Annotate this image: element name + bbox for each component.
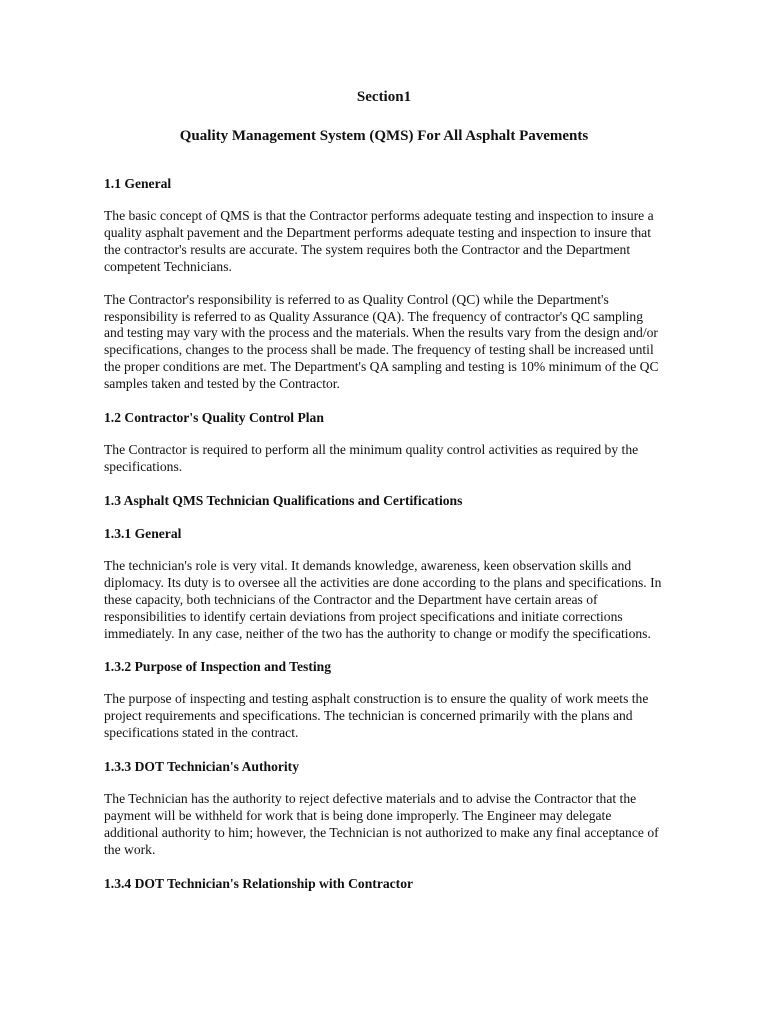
paragraph-1-1-b: The Contractor's responsibility is referred to as Quality Control (QC) while the Department's responsibility is referred to as Quality Assurance (QA). The frequency of contractor's QC sampling and testing may vary with the process and the materials. When the results vary from the design and/or specifications, changes to the process shall be made. The frequency of testing shall be increased until the proper conditions are met. The Department's QA sampling and testing is 10% minimum of the QC samples taken and tested by the Contractor. bbox=[104, 291, 659, 392]
heading-1-2: 1.2 Contractor's Quality Control Plan bbox=[104, 410, 324, 426]
heading-1-3-1: 1.3.1 General bbox=[104, 525, 182, 541]
spacer bbox=[104, 276, 664, 292]
paragraph-1-3-3: The Technician has the authority to reject defective materials and to advise the Contractor that the payment will be withheld for work that is being done improperly. The Engineer may delegate additional authority to him; however, the Technician is not authorized to make any final acceptance of the work. bbox=[104, 791, 659, 857]
heading-1-3-3: 1.3.3 DOT Technician's Authority bbox=[104, 759, 300, 775]
spacer bbox=[104, 192, 664, 208]
spacer bbox=[104, 742, 664, 758]
spacer bbox=[104, 393, 664, 409]
document-title: Quality Management System (QMS) For All Asphalt Pavements bbox=[179, 128, 589, 144]
heading-1-3-2: 1.3.2 Purpose of Inspection and Testing bbox=[104, 659, 331, 675]
spacer bbox=[104, 775, 664, 791]
spacer bbox=[104, 476, 664, 492]
paragraph-1-1-a: The basic concept of QMS is that the Contractor performs adequate testing and inspection to insure a quality asphalt pavement and the Department performs adequate testing and inspection to insure that the contractor's results are accurate. The system requires both the Contractor and the Department competent Technicians. bbox=[104, 208, 654, 274]
spacer bbox=[104, 675, 664, 691]
paragraph-1-3-1: The technician's role is very vital. It demands knowledge, awareness, keen observation skills and diplomacy. Its duty is to oversee all the activities are done according to the plans and specifications. In these capacity, both technicians of the Contractor and the Department have certain areas of responsibilities to identify certain deviations from project specifications and initiate corrections immediately. In any case, neither of the two has the authority to change or modify the specifications. bbox=[104, 557, 662, 641]
spacer bbox=[104, 509, 664, 525]
heading-1-1: 1.1 General bbox=[104, 176, 172, 191]
spacer bbox=[104, 542, 664, 558]
heading-1-3-4: 1.3.4 DOT Technician's Relationship with Contractor bbox=[104, 875, 414, 891]
spacer bbox=[104, 145, 664, 175]
spacer bbox=[104, 426, 664, 442]
spacer bbox=[104, 642, 664, 658]
spacer bbox=[104, 859, 664, 875]
heading-1-3: 1.3 Asphalt QMS Technician Qualifications and Certifications bbox=[104, 492, 463, 508]
paragraph-1-2: The Contractor is required to perform all the minimum quality control activities as required by the specifications. bbox=[104, 442, 639, 474]
paragraph-1-3-2: The purpose of inspecting and testing asphalt construction is to ensure the quality of work meets the project requirements and specifications. The technician is concerned primarily with the plans and specifications stated in the contract. bbox=[104, 691, 649, 741]
document-page bbox=[104, 88, 664, 892]
section-label: Section1 bbox=[356, 89, 412, 105]
